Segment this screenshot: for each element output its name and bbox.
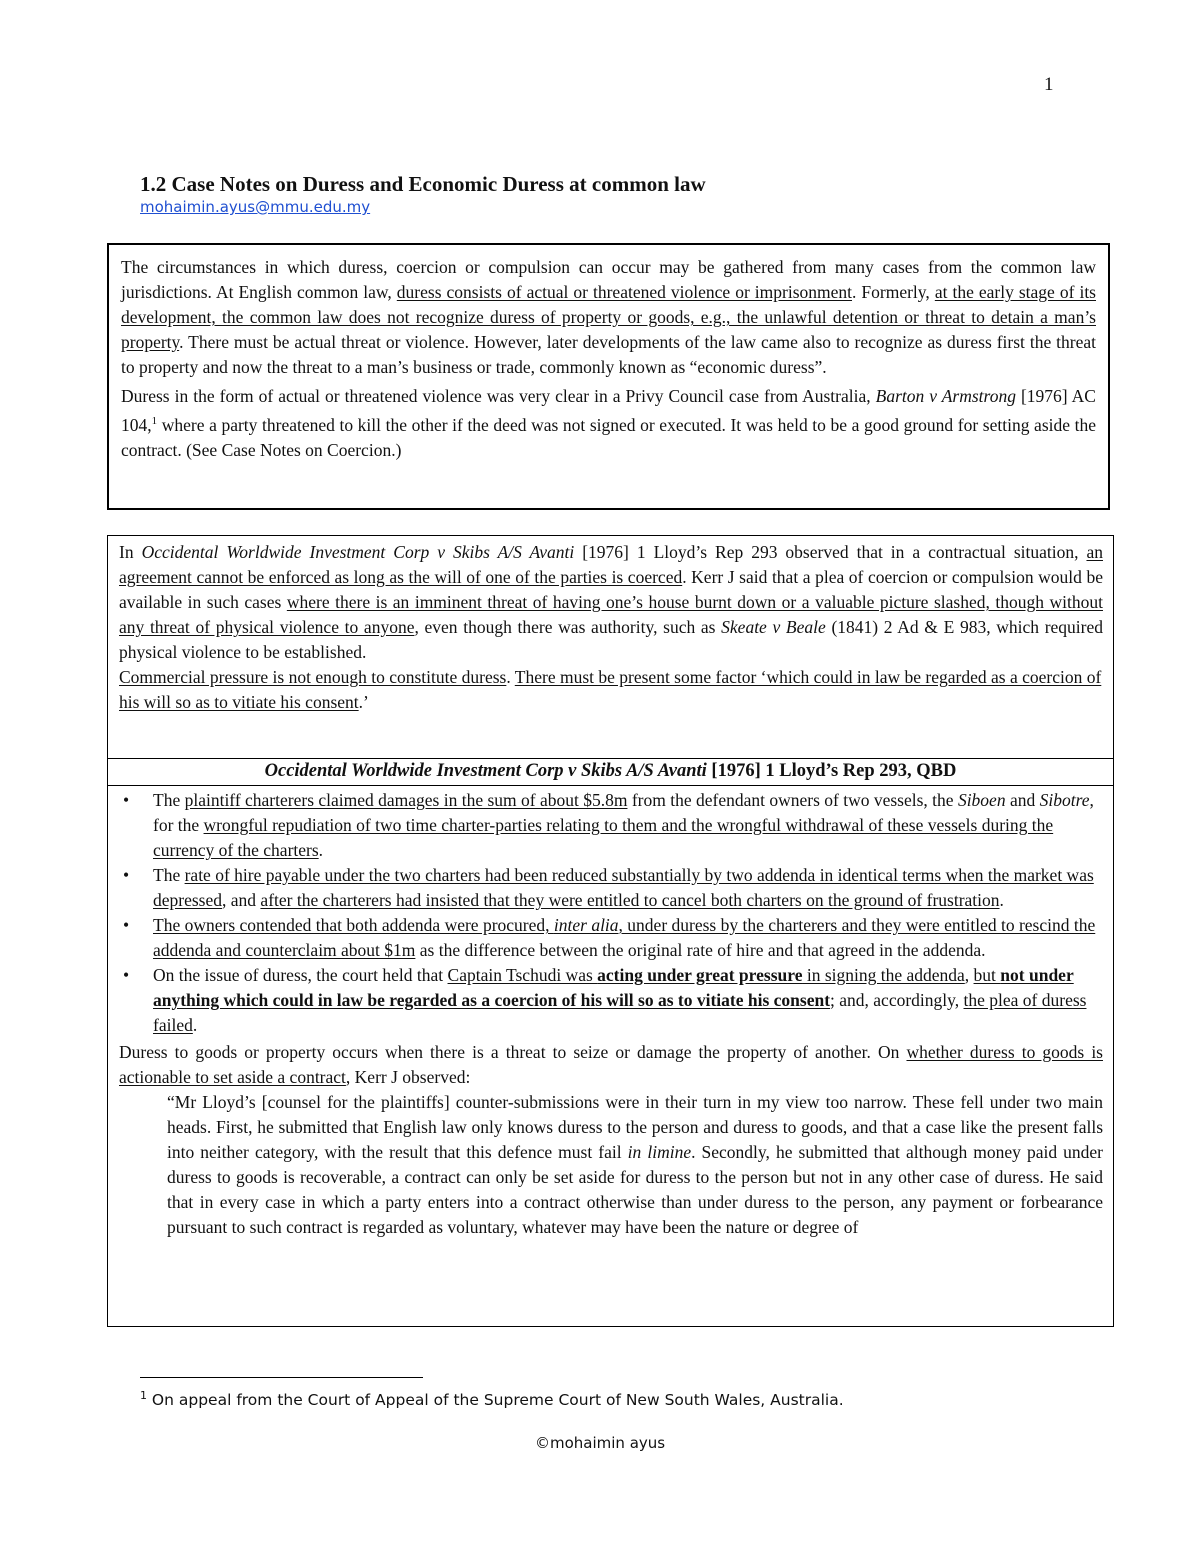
footnote-text: On appeal from the Court of Appeal of the Supreme Court of New South Wales, Australia. — [147, 1391, 844, 1410]
text-run: plaintiff charterers claimed damages in the sum of about $5.8m — [184, 790, 628, 810]
text-run: wrongful repudiation of two time charter-parties relating to them and the wrongful withdrawal of these vessels during the currency of the charters — [153, 815, 1054, 860]
text-run: (1841) 2 Ad & E 983, which required physical violence to be established. — [119, 617, 1103, 662]
footnote — [140, 1389, 844, 1409]
case-box — [107, 535, 1114, 1327]
bullet-icon: • — [123, 790, 130, 810]
case-intro-section — [108, 536, 1113, 758]
text-run: inter alia — [553, 915, 619, 935]
text-run: , — [964, 965, 974, 985]
bullet-icon: • — [123, 915, 130, 935]
author-email-link[interactable]: mohaimin.ayus@mmu.edu.my — [140, 198, 371, 216]
footnote-separator — [140, 1377, 423, 1378]
bullet-icon: • — [123, 865, 130, 885]
text-run: duress consists of actual or threatened violence or imprisonment — [396, 282, 853, 302]
text-run: but — [973, 965, 1001, 985]
text-run: . — [999, 890, 1004, 910]
text-run: . Kerr J said that a plea of coercion or compulsion would be available in such cases — [119, 567, 1103, 612]
fact-list-item — [119, 863, 1103, 913]
text-run: The circumstances in which duress, coercion or compulsion can occur may be gathered from many cases from the common law jurisdictions. At English common law, — [121, 257, 1096, 302]
text-run: The owners contended that both addenda were procured, — [153, 915, 554, 935]
text-run: [1976] 1 Lloyd’s Rep 293 observed that in a contractual situation, — [574, 542, 1087, 562]
text-run: . — [318, 840, 324, 860]
intro-paragraph-2 — [121, 384, 1096, 463]
text-run: as the difference between the original rate of hire and that agreed in the addenda. — [415, 940, 986, 960]
fact-list-item — [119, 963, 1103, 1038]
text-run: In — [119, 542, 142, 562]
text-run: , and — [222, 890, 261, 910]
text-run: 1 — [151, 415, 158, 427]
kerr-quote — [119, 1090, 1103, 1240]
text-run: Occidental Worldwide Investment Corp v Skibs A/S Avanti — [264, 761, 707, 781]
text-run: There must be present some factor ‘which could in law be regarded as a coercion of his will so as to vitiate his consent — [119, 667, 1102, 712]
text-run: in signing the addenda — [802, 965, 965, 985]
text-run: Sibotre — [1039, 790, 1090, 810]
text-run: ; and, accordingly, — [830, 990, 964, 1010]
duress-goods-paragraph — [119, 1040, 1103, 1090]
fact-list-item — [119, 788, 1103, 863]
copyright-footer: ©mohaimin ayus — [535, 1434, 666, 1452]
text-run: . Secondly, he submitted that although money paid under duress to goods is recoverable, a contract can only be set aside for duress to the person but not in any other case of duress. He said that in every case in which a party enters into a contract otherwise than under duress to the person, any payment or forbearance pursuant to such contract is regarded as voluntary, whatever may have been the nature or degree of — [167, 1142, 1103, 1237]
text-run: [1976] 1 Lloyd’s Rep 293, QBD — [706, 761, 957, 781]
text-run: whether duress to goods is actionable to set aside a contract — [119, 1042, 1103, 1087]
text-run: in limine — [627, 1142, 692, 1162]
text-run: The — [153, 865, 185, 885]
text-run: “Mr Lloyd’s [counsel for the plaintiffs] counter-submissions were in their turn in my view too narrow. These fell under two main heads. First, he submitted that English law only knows duress to the person and duress to goods, and that a case like the present falls into neither category, with the result that this defence must fail — [167, 1092, 1103, 1162]
text-run: Captain Tschudi was — [447, 965, 598, 985]
footnote-mark: 1 — [140, 1389, 147, 1402]
text-run: . There must be actual threat or violence. However, later developments of the law came also to recognize as duress first the threat to property and now the threat to a man’s business or trade, commonly known as “economic duress”. — [121, 332, 1096, 377]
text-run: not under anything which could in law be regarded as a coercion of his will so as to vitiate his consent — [153, 965, 1074, 1010]
text-run: acting under great pressure — [597, 965, 803, 985]
text-run: Skeate v Beale — [721, 617, 826, 637]
case-intro-paragraph — [119, 540, 1103, 665]
fact-list-item — [119, 913, 1103, 963]
text-run: . Formerly, — [852, 282, 935, 302]
text-run: Commercial pressure is not enough to constitute duress — [119, 667, 507, 687]
case-intro-paragraph-2 — [119, 665, 1103, 715]
bullet-icon: • — [123, 965, 130, 985]
page-number: 1 — [1044, 74, 1054, 95]
text-run: Duress in the form of actual or threatened violence was very clear in a Privy Council case from Australia, — [121, 386, 876, 406]
text-run: the plea of duress failed — [153, 990, 1087, 1035]
case-heading — [108, 758, 1113, 786]
text-run: at the early stage of its development, the common law does not recognize duress of property or goods, e.g., the unlawful detention or threat to detain a man’s property — [121, 282, 1096, 352]
text-run: Occidental Worldwide Investment Corp v Skibs A/S Avanti — [141, 542, 575, 562]
text-run: where a party threatened to kill the other if the deed was not signed or executed. It was held to be a good ground for setting aside the contract. (See Case Notes on Coercion.) — [121, 414, 1096, 460]
text-run: from the defendant owners of two vessels, the — [627, 790, 958, 810]
text-run: an agreement cannot be enforced as long as the will of one of the parties is coerced — [119, 542, 1103, 587]
text-run: .’ — [358, 692, 369, 712]
text-run: and — [1005, 790, 1040, 810]
text-run: , even though there was authority, such as — [414, 617, 722, 637]
text-run: , for the — [153, 790, 1094, 835]
intro-paragraph-1 — [121, 255, 1096, 380]
text-run: , Kerr J observed: — [345, 1067, 471, 1087]
text-run: rate of hire payable under the two charters had been reduced substantially by two addenda in identical terms when the market was depressed — [153, 865, 1094, 910]
text-run: [1976] AC 104, — [121, 386, 1096, 435]
text-run: On the issue of duress, the court held that — [153, 965, 448, 985]
text-run: , under duress by the charterers and they were entitled to rescind the addenda and counterclaim about $1m — [153, 915, 1096, 960]
text-run: The — [153, 790, 185, 810]
text-run: after the charterers had insisted that they were entitled to cancel both charters on the ground of frustration — [260, 890, 1000, 910]
document-title: 1.2 Case Notes on Duress and Economic Duress at common law — [140, 172, 706, 196]
text-run: . — [192, 1015, 198, 1035]
text-run: Siboen — [957, 790, 1006, 810]
facts-list — [119, 788, 1103, 1038]
intro-box — [107, 243, 1110, 510]
text-run: . — [506, 667, 515, 687]
case-facts-section — [108, 786, 1113, 1240]
text-run: Barton v Armstrong — [875, 386, 1016, 406]
text-run: Duress to goods or property occurs when there is a threat to seize or damage the property of another. On — [119, 1042, 907, 1062]
text-run: where there is an imminent threat of having one’s house burnt down or a valuable picture slashed, though without any threat of physical violence to anyone — [119, 592, 1103, 637]
